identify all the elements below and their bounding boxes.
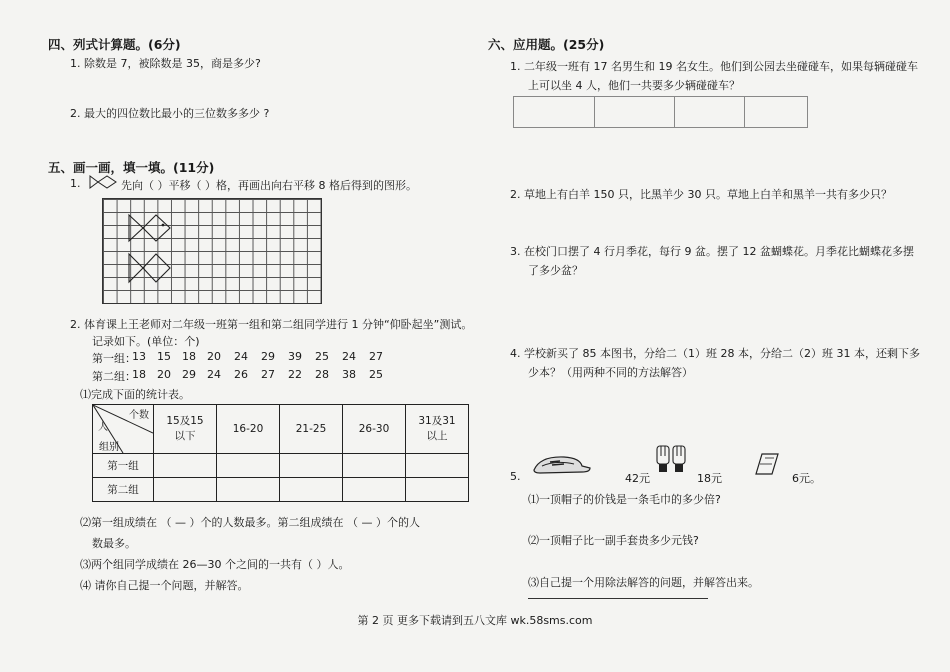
sec4-question-2: 2. 最大的四位数比最小的三位数多多少 ? (70, 107, 270, 120)
value: 27 (261, 368, 275, 381)
value: 25 (369, 368, 383, 381)
q1-line2: 上可以坐 4 人，他们一共要多少辆碰碰车？ (528, 79, 740, 92)
sec5-q1-number: 1. (70, 177, 81, 190)
corner-top-label: 个数 (129, 410, 149, 421)
value: 25 (315, 350, 329, 363)
statistics-table (92, 404, 469, 502)
value: 39 (288, 350, 302, 363)
sec5-q1-text: 先向（ ）平移（ ）格，再画出向右平移 8 格后得到的图形。 (121, 179, 417, 192)
value: 24 (207, 368, 221, 381)
q5-number: 5. (510, 470, 521, 483)
q5-sub-2: ⑵一顶帽子比一副手套贵多少元钱? (528, 534, 699, 547)
q5-sub-1: ⑴一顶帽子的价钱是一条毛巾的多少倍? (528, 493, 721, 506)
value: 22 (288, 368, 302, 381)
table-row-label: 第一组 (93, 454, 154, 478)
q1-line1: 1. 二年级一班有 17 名男生和 19 名女生。他们到公园去坐碰碰车，如果每辆碰碰车 (510, 60, 918, 73)
value: 26 (234, 368, 248, 381)
group2-label: 第二组： (92, 370, 136, 383)
price-gloves: 18元 (697, 472, 722, 485)
sub-question-3: ⑶两个组同学成绩在 26—30 个之间的一共有（ ）人。 (80, 558, 350, 571)
table-header: 21-25 (280, 405, 343, 454)
q4-line1: 4. 学校新买了 85 本图书，分给二（1）班 28 本，分给二（2）班 31 本，还剩下多 (510, 347, 920, 360)
page-footer: 第 2 页 更多下载请到五八文库 wk.58sms.com (357, 614, 593, 627)
group2-values (132, 368, 389, 381)
q3-line2: 了多少盆？ (528, 264, 583, 277)
sub-question-2-line2: 数最多。 (92, 537, 136, 550)
value: 24 (234, 350, 248, 363)
table-cell[interactable] (343, 454, 406, 478)
value: 13 (132, 350, 146, 363)
price-towel: 6元。 (792, 472, 821, 485)
value: 28 (315, 368, 329, 381)
group1-label: 第一组： (92, 352, 136, 365)
sub-question-1: ⑴完成下面的统计表。 (80, 388, 190, 401)
value: 20 (157, 368, 171, 381)
sub-question-4: ⑷ 请你自己提一个问题，并解答。 (80, 579, 249, 592)
q4-line2: 少本？（用两种不同的方法解答） (528, 366, 693, 379)
q5-sub-3: ⑶自己提一个用除法解答的问题，并解答出来。 (528, 576, 759, 589)
value: 20 (207, 350, 221, 363)
value: 38 (342, 368, 356, 381)
table-cell[interactable] (154, 478, 217, 502)
table-header: 16-20 (217, 405, 280, 454)
table-cell[interactable] (217, 454, 280, 478)
gloves-icon (655, 444, 689, 474)
answer-box (513, 96, 808, 128)
price-cap: 42元 (625, 472, 650, 485)
section-6-title: 六、应用题。(25分) (488, 37, 605, 52)
value: 29 (261, 350, 275, 363)
q2: 2. 草地上有白羊 150 只，比黑羊少 30 只。草地上白羊和黑羊一共有多少只？ (510, 188, 892, 201)
table-cell[interactable] (217, 478, 280, 502)
table-cell[interactable] (343, 478, 406, 502)
corner-mid-label: 人 (98, 422, 108, 433)
table-header: 15及15 以下 (154, 405, 217, 454)
sec4-question-1: 1. 除数是 7，被除数是 35，商是多少? (70, 57, 261, 70)
table-cell[interactable] (406, 454, 469, 478)
q3-line1: 3. 在校门口摆了 4 行月季花，每行 9 盆。摆了 12 盆蝴蝶花。月季花比蝴蝶花多摆 (510, 245, 914, 258)
sec5-q2-line1: 2. 体育课上王老师对二年级一班第一组和第二组同学进行 1 分钟“仰卧起坐”测试。 (70, 318, 473, 331)
value: 18 (132, 368, 146, 381)
answer-line (528, 598, 708, 599)
value: 29 (182, 368, 196, 381)
value: 27 (369, 350, 383, 363)
table-cell[interactable] (280, 454, 343, 478)
table-cell[interactable] (406, 478, 469, 502)
table-corner (93, 405, 154, 454)
section-4-title: 四、列式计算题。(6分) (48, 37, 181, 52)
table-header: 31及31 以上 (406, 405, 469, 454)
corner-bottom-label: 组别 (99, 442, 119, 453)
value: 18 (182, 350, 196, 363)
group1-values (132, 350, 389, 363)
value: 15 (157, 350, 171, 363)
table-cell[interactable] (280, 478, 343, 502)
towel-icon (752, 452, 780, 476)
table-header: 26-30 (343, 405, 406, 454)
value: 24 (342, 350, 356, 363)
sub-question-2-line1: ⑵第一组成绩在 （ — ）个的人数最多。第二组成绩在 （ — ）个的人 (80, 516, 420, 529)
table-cell[interactable] (154, 454, 217, 478)
section-5-title: 五、画一画，填一填。(11分) (48, 160, 215, 175)
grid-fish-shape (102, 198, 320, 302)
cap-icon (530, 452, 592, 476)
fish-icon (88, 174, 118, 190)
table-row-label: 第二组 (93, 478, 154, 502)
sec5-q2-line2: 记录如下。(单位：个) (92, 335, 200, 348)
